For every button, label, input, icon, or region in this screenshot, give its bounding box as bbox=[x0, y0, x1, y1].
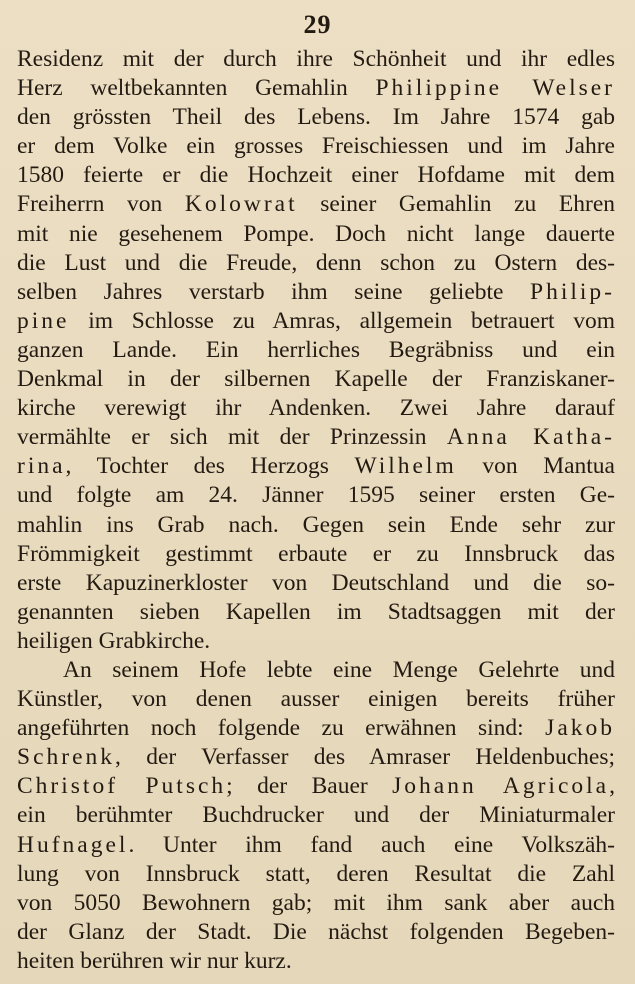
text-line bbox=[17, 656, 615, 685]
text-line bbox=[17, 540, 615, 569]
text-run: Frömmigkeit gestimmt erbaute er zu Innsbruck das bbox=[17, 540, 615, 567]
text-run: , der Verfasser des Amraser Heldenbuches; bbox=[115, 744, 615, 771]
text-line bbox=[17, 511, 615, 540]
text-run: vermählte er sich mit der Prinzessin bbox=[17, 424, 447, 451]
text-run: . Unter ihm fand auch eine Volkszäh- bbox=[128, 831, 615, 858]
text-line bbox=[17, 103, 615, 132]
text-line bbox=[17, 365, 615, 394]
text-run: der Glanz der Stadt. Die nächst folgenden Begeben- bbox=[17, 918, 615, 945]
text-run: er dem Volke ein grosses Freischiessen und im Jahre bbox=[17, 133, 615, 160]
page-number: 29 bbox=[303, 10, 332, 39]
text-line bbox=[17, 743, 615, 772]
paragraph bbox=[17, 45, 615, 656]
spaced-name: Kolowrat bbox=[184, 191, 298, 218]
text-line bbox=[17, 889, 615, 918]
text-line bbox=[17, 569, 615, 598]
text-run: die Lust und die Freude, denn schon zu Ostern des- bbox=[17, 249, 615, 276]
text-line bbox=[17, 801, 615, 830]
text-line bbox=[17, 307, 615, 336]
spaced-name: Schrenk bbox=[17, 744, 116, 771]
text-run: von 5050 Bewohnern gab; mit ihm sank aber auch bbox=[17, 889, 615, 916]
text-run: Denkmal in der silbernen Kapelle der Franziskaner- bbox=[17, 366, 615, 393]
text-run: von Mantua bbox=[456, 453, 615, 480]
text-run: ganzen Lande. Ein herrliches Begräbniss und ein bbox=[17, 336, 615, 363]
text-line bbox=[17, 74, 615, 103]
paragraph bbox=[17, 656, 615, 976]
spaced-name: Philip- bbox=[530, 278, 615, 305]
text-line bbox=[17, 627, 615, 656]
text-line bbox=[17, 249, 615, 278]
text-run: angeführten noch folgende zu erwähnen sind: bbox=[17, 715, 546, 742]
text-line bbox=[17, 860, 615, 889]
text-run: Künstler, von denen ausser einigen bereits früher bbox=[17, 686, 615, 713]
spaced-name: Johann Agricola bbox=[392, 773, 610, 800]
text-run: mahlin ins Grab nach. Gegen sein Ende sehr zur bbox=[17, 511, 615, 538]
text-run: 1580 feierte er die Hochzeit einer Hofdame mit dem bbox=[17, 162, 615, 189]
spaced-name: Jakob bbox=[545, 715, 615, 742]
text-line bbox=[17, 772, 615, 801]
text-run: Residenz mit der durch ihre Schönheit und ihr edles bbox=[17, 46, 615, 72]
spaced-name: Wilhelm bbox=[354, 453, 457, 480]
spaced-name: rina bbox=[17, 453, 66, 480]
text-run: An seinem Hofe lebte eine Menge Gelehrte und bbox=[63, 656, 615, 683]
text-line bbox=[17, 336, 615, 365]
text-run: , Tochter des Herzogs bbox=[65, 453, 355, 480]
text-run: kirche verewigt ihr Andenken. Zwei Jahre darauf bbox=[17, 395, 615, 422]
spaced-name: Philippine Welser bbox=[375, 75, 615, 102]
text-line bbox=[17, 278, 615, 307]
text-line bbox=[17, 947, 615, 976]
text-line bbox=[17, 423, 615, 452]
text-line bbox=[17, 190, 615, 219]
text-run: ein berühmter Buchdrucker und der Miniaturmaler bbox=[17, 802, 615, 829]
text-line bbox=[17, 394, 615, 423]
spaced-name: Hufnagel bbox=[17, 831, 129, 858]
spaced-name: pine bbox=[17, 307, 70, 334]
text-line bbox=[17, 481, 615, 510]
text-line bbox=[17, 45, 615, 74]
text-line bbox=[17, 452, 615, 481]
text-run: selben Jahres verstarb ihm seine geliebte bbox=[17, 278, 531, 305]
text-line bbox=[17, 220, 615, 249]
text-run: Herz weltbekannten Gemahlin bbox=[17, 75, 376, 102]
text-run: erste Kapuzinerkloster von Deutschland und die so- bbox=[17, 569, 615, 596]
text-line bbox=[17, 132, 615, 161]
spaced-name: Anna Katha- bbox=[446, 424, 615, 451]
text-line bbox=[17, 714, 615, 743]
text-run: den grössten Theil des Lebens. Im Jahre 1574 gab bbox=[17, 104, 615, 131]
text-run: heiligen Grabkirche. bbox=[17, 627, 211, 654]
text-run: im Schlosse zu Amras, allgemein betrauert vom bbox=[69, 307, 615, 334]
text-run: seiner Gemahlin zu Ehren bbox=[297, 191, 615, 218]
text-line bbox=[17, 161, 615, 190]
text-run: ; der Bauer bbox=[226, 773, 393, 800]
body-text bbox=[17, 45, 615, 976]
spaced-name: Christof Putsch bbox=[17, 773, 227, 800]
text-run: Freiherrn von bbox=[17, 191, 185, 218]
text-line bbox=[17, 685, 615, 714]
text-line bbox=[17, 831, 615, 860]
text-run: lung von Innsbruck statt, deren Resultat die Zahl bbox=[17, 860, 615, 887]
text-run: und folgte am 24. Jänner 1595 seiner ersten Ge- bbox=[17, 482, 615, 509]
text-run: genannten sieben Kapellen im Stadtsaggen mit der bbox=[17, 598, 615, 625]
text-run: heiten berühren wir nur kurz. bbox=[17, 947, 292, 974]
text-line bbox=[17, 918, 615, 947]
text-run: mit nie gesehenem Pompe. Doch nicht lange dauerte bbox=[17, 220, 615, 247]
text-line bbox=[17, 598, 615, 627]
text-run: , bbox=[609, 773, 615, 800]
